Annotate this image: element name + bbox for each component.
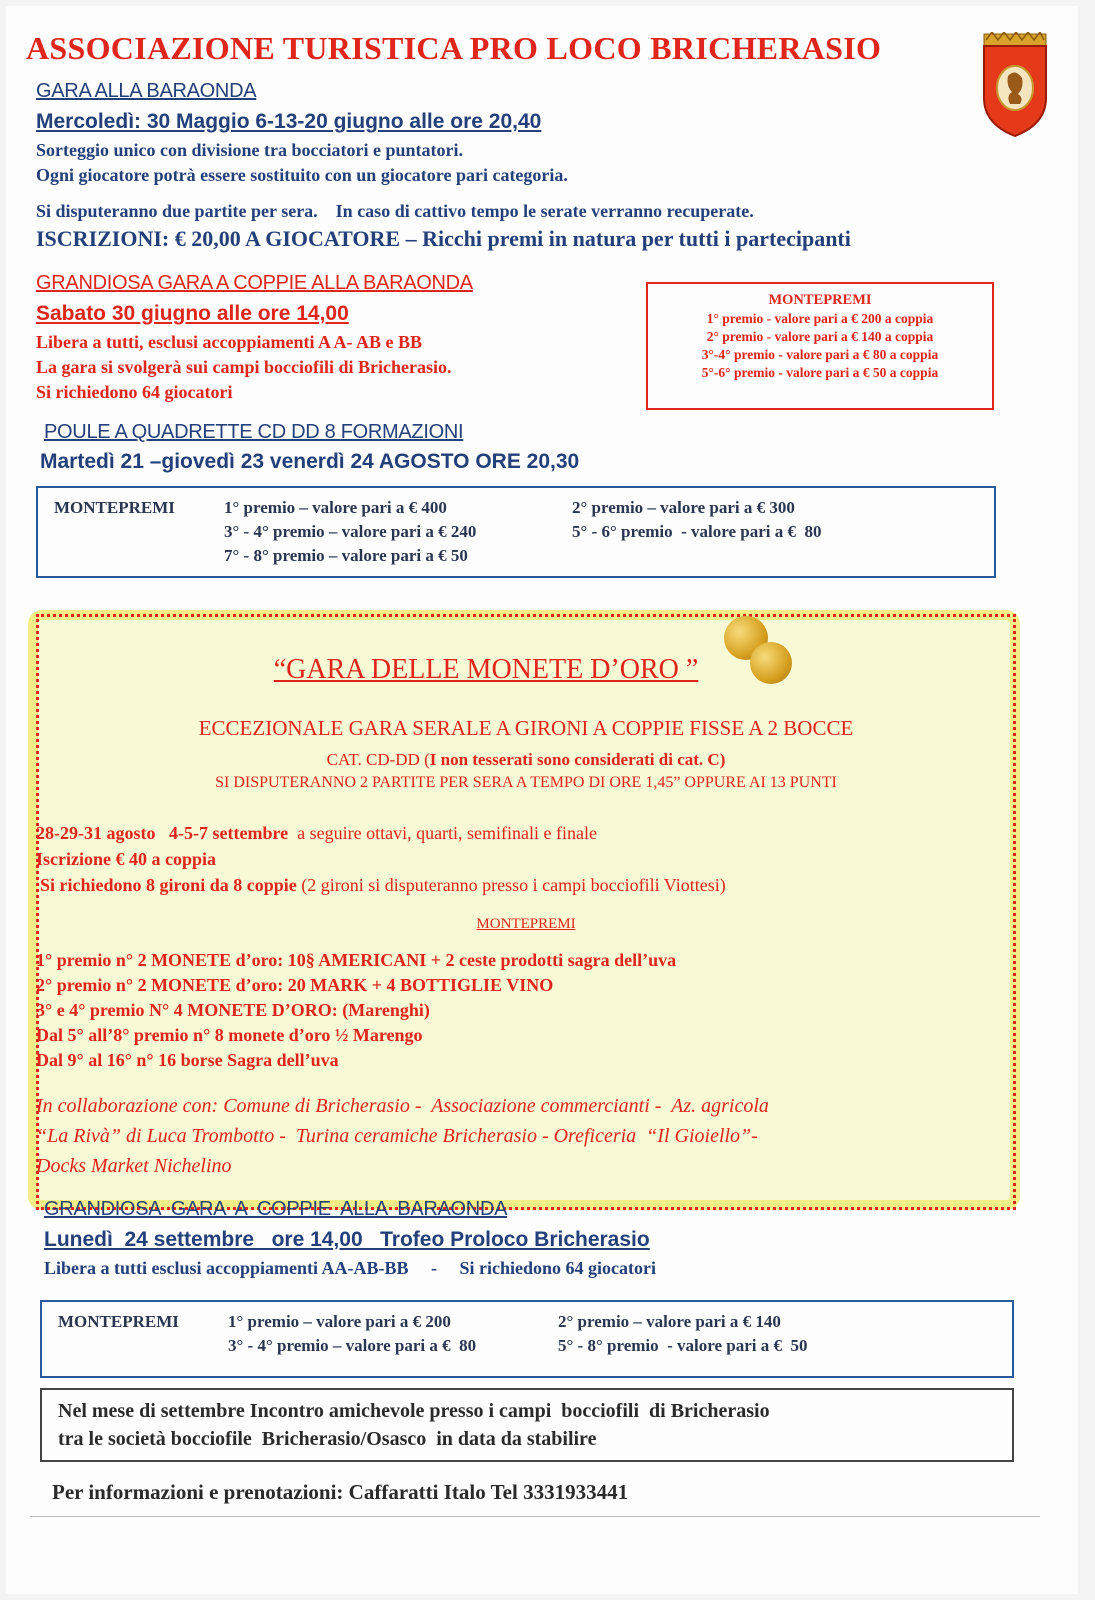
- prize-line: 1° premio - valore pari a € 200 a coppia: [706, 311, 934, 326]
- prize-line: 2° premio n° 2 MONETE d’oro: 20 MARK + 4 BOTTIGLIE VINO: [36, 975, 554, 995]
- event2-line: Libera a tutti, esclusi accoppiamenti A A- AB e BB: [36, 332, 423, 352]
- event5-heading: GRANDIOSA GARA A COPPIE ALLA BARAONDA: [44, 1198, 508, 1220]
- prize-line: 3°-4° premio - valore pari a € 80 a coppia: [701, 347, 939, 362]
- event4-title: “GARA DELLE MONETE D’ORO ”: [273, 654, 699, 685]
- event2-line: La gara si svolgerà sui campi bocciofili di Bricherasio.: [36, 357, 452, 377]
- event5-montepremi-box: [40, 1300, 1014, 1378]
- notice-line: Nel mese di settembre Incontro amichevole presso i campi bocciofili di Bricherasio: [58, 1400, 770, 1422]
- event4-category: [36, 750, 1016, 770]
- montepremi-title: MONTEPREMI: [768, 292, 872, 308]
- event4-rules: SI DISPUTERANNO 2 PARTITE PER SERA A TEMPO DI ORE 1,45” OPPURE AI 13 PUNTI: [215, 774, 837, 791]
- event4-subtitle: ECCEZIONALE GARA SERALE A GIRONI A COPPIE FISSE A 2 BOCCE: [198, 716, 854, 740]
- prize-line: 2° premio – valore pari a € 300: [572, 498, 795, 517]
- event2-heading: GRANDIOSA GARA A COPPIE ALLA BARAONDA: [36, 272, 473, 294]
- footer-info: Per informazioni e prenotazioni: Caffaratti Italo Tel 3331933441: [52, 1480, 629, 1504]
- collab-line: “La Rivà” di Luca Trombotto - Turina ceramiche Bricherasio - Oreficeria “Il Gioiello”-: [36, 1125, 758, 1147]
- coat-of-arms-icon: [980, 32, 1050, 140]
- footer-divider: [30, 1516, 1040, 1517]
- category-prefix: CAT. CD-DD (: [326, 750, 430, 769]
- prize-line: 5° - 8° premio - valore pari a € 50: [558, 1336, 808, 1355]
- event4-gironi: [40, 875, 726, 896]
- prize-line: Dal 9° al 16° n° 16 borse Sagra dell’uva: [36, 1050, 339, 1070]
- event1-heading: GARA ALLA BARAONDA: [36, 80, 257, 102]
- dates-bold: 28-29-31 agosto 4-5-7 settembre: [36, 823, 289, 843]
- prize-line: 3° - 4° premio – valore pari a € 240: [224, 522, 477, 541]
- event4-montepremi-title: MONTEPREMI: [476, 916, 576, 932]
- category-note: I non tesserati sono considerati di cat. C): [429, 750, 726, 769]
- event4-dates: [36, 823, 597, 844]
- event5-dates: Lunedì 24 settembre ore 14,00 Trofeo Proloco Bricherasio: [44, 1228, 650, 1251]
- event2-montepremi-box: [646, 282, 994, 410]
- event3-heading: POULE A QUADRETTE CD DD 8 FORMAZIONI: [44, 421, 464, 443]
- prize-line: 1° premio – valore pari a € 200: [228, 1312, 451, 1331]
- prize-line: 7° - 8° premio – valore pari a € 50: [224, 546, 468, 565]
- event2-dates: Sabato 30 giugno alle ore 14,00: [36, 302, 349, 325]
- event1-line: Ogni giocatore potrà essere sostituito con un giocatore pari categoria.: [36, 165, 568, 185]
- gironi-rest: (2 gironi si disputeranno presso i campi bocciofili Viottesi): [296, 875, 726, 895]
- event1-dates: Mercoledì: 30 Maggio 6-13-20 giugno alle ore 20,40: [36, 110, 542, 133]
- montepremi-title: MONTEPREMI: [58, 1312, 179, 1331]
- event4-box: [36, 614, 1016, 1210]
- event1-iscrizioni: ISCRIZIONI: € 20,00 A GIOCATORE – Ricchi premi in natura per tutti i partecipanti: [36, 226, 851, 251]
- montepremi-title: MONTEPREMI: [54, 498, 175, 517]
- event5-line: Libera a tutti esclusi accoppiamenti AA-AB-BB - Si richiedono 64 giocatori: [44, 1258, 656, 1278]
- event1-line: Si disputeranno due partite per sera. In caso di cattivo tempo le serate verranno recuperate.: [36, 201, 754, 221]
- prize-line: 5°-6° premio - valore pari a € 50 a coppia: [701, 365, 939, 380]
- event3-dates: Martedì 21 –giovedì 23 venerdì 24 AGOSTO ORE 20,30: [40, 450, 580, 473]
- collab-line: Docks Market Nichelino: [36, 1155, 232, 1177]
- prize-line: 3° e 4° premio N° 4 MONETE D’ORO: (Marenghi): [36, 1000, 430, 1020]
- prize-line: 1° premio n° 2 MONETE d’oro: 10§ AMERICANI + 2 ceste prodotti sagra dell’uva: [36, 950, 677, 970]
- prize-line: 5° - 6° premio - valore pari a € 80: [572, 522, 822, 541]
- prize-line: 2° premio - valore pari a € 140 a coppia: [706, 329, 934, 344]
- gironi-bold: Si richiedono 8 gironi da 8 coppie: [40, 875, 297, 895]
- notice-line: tra le società bocciofile Bricherasio/Osasco in data da stabilire: [58, 1428, 597, 1450]
- collab-line: In collaborazione con: Comune di Bricherasio - Associazione commercianti - Az. agricola: [36, 1095, 769, 1117]
- event2-line: Si richiedono 64 giocatori: [36, 382, 233, 402]
- prize-line: 3° - 4° premio – valore pari a € 80: [228, 1336, 477, 1355]
- event1-line: Sorteggio unico con divisione tra bocciatori e puntatori.: [36, 140, 463, 160]
- event4-iscrizione: Iscrizione € 40 a coppia: [36, 849, 216, 869]
- prize-line: 2° premio – valore pari a € 140: [558, 1312, 781, 1331]
- prize-line: 1° premio – valore pari a € 400: [224, 498, 447, 517]
- notice-box: [40, 1388, 1014, 1462]
- event3-montepremi-box: [36, 486, 996, 578]
- prize-line: Dal 5° all’8° premio n° 8 monete d’oro ½ Marengo: [36, 1025, 423, 1045]
- dates-rest: a seguire ottavi, quarti, semifinali e finale: [288, 823, 598, 843]
- page-title: ASSOCIAZIONE TURISTICA PRO LOCO BRICHERASIO: [26, 30, 882, 66]
